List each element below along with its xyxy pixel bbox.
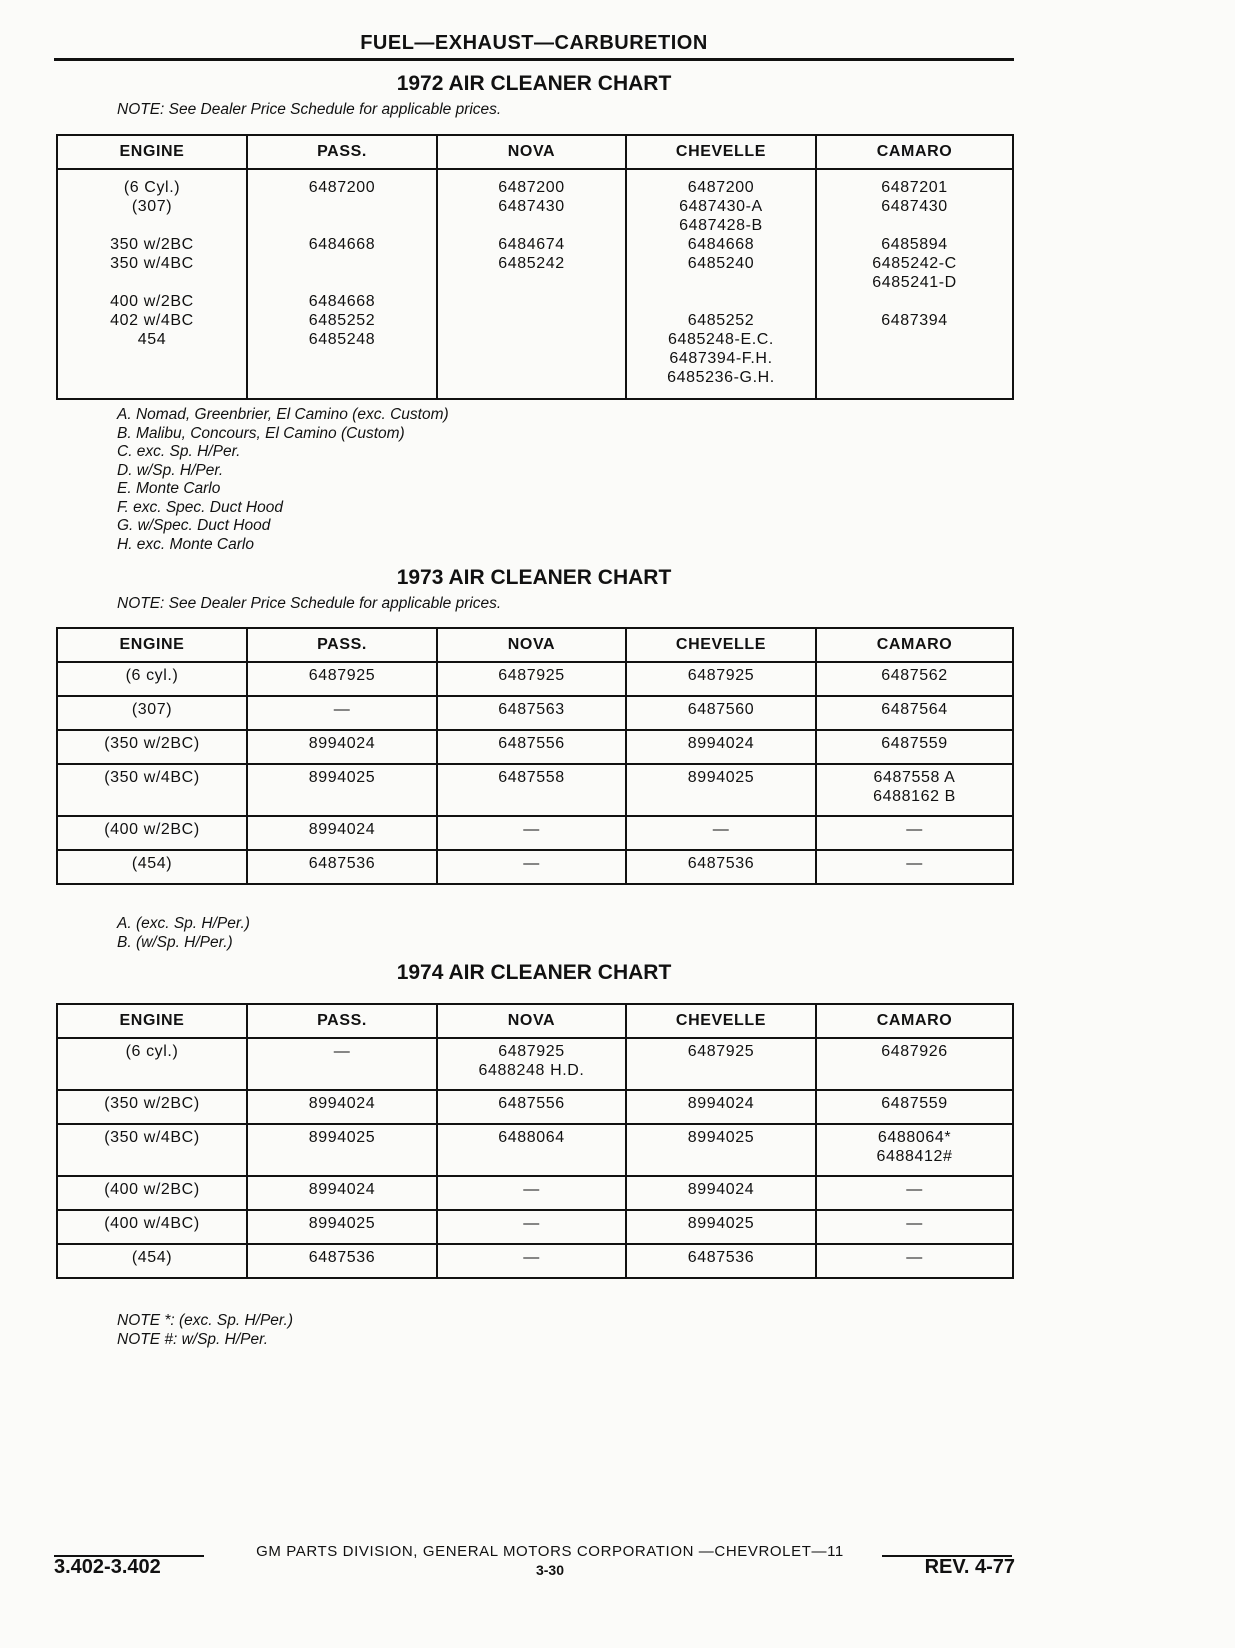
table-cell: 8994024	[247, 730, 437, 764]
table-cell: 6487536	[626, 850, 816, 884]
cell-line: 350 w/4BC	[110, 255, 194, 272]
cell-line	[442, 292, 621, 311]
note-1973: NOTE: See Dealer Price Schedule for applicable prices.	[117, 595, 502, 612]
cell-line	[821, 349, 1008, 368]
footnote: B. (w/Sp. H/Per.)	[117, 933, 233, 951]
table-cell: 8994024	[626, 1176, 816, 1210]
table-cell: —	[626, 816, 816, 850]
table-cell: 6487556	[437, 1090, 626, 1124]
cell-line	[252, 216, 432, 235]
table-cell: 8994024	[247, 816, 437, 850]
table-cell: 6487564	[816, 696, 1013, 730]
column-header: ENGINE	[57, 135, 247, 169]
cell-line: 6485236-G.H.	[667, 369, 775, 386]
column-header: CAMARO	[816, 135, 1013, 169]
cell-line: 6485241-D	[872, 274, 957, 291]
cell-line	[631, 292, 811, 311]
table-cell: 6487925	[437, 662, 626, 696]
table-cell: —	[816, 1210, 1013, 1244]
table-cell: —	[437, 1176, 626, 1210]
table-column-cell	[626, 169, 816, 399]
table-cell: 6487925 6488248 H.D.	[437, 1038, 626, 1090]
cell-line	[62, 368, 242, 387]
table-cell: 8994025	[626, 1124, 816, 1176]
air-cleaner-table-1972	[56, 134, 1014, 400]
table-cell: 6487563	[437, 696, 626, 730]
cell-line: 6487200	[308, 179, 376, 196]
table-cell: (400 w/4BC)	[57, 1210, 247, 1244]
table-row	[57, 1090, 1013, 1124]
footnote: NOTE *: (exc. Sp. H/Per.)	[117, 1312, 293, 1329]
cell-line: 6487430	[498, 198, 565, 215]
table-cell: (400 w/2BC)	[57, 816, 247, 850]
cell-line	[631, 273, 811, 292]
chart-title-1973: 1973 AIR CLEANER CHART	[396, 566, 672, 589]
cell-line: 6487430	[881, 198, 948, 215]
table-cell: 8994024	[626, 730, 816, 764]
table-cell: 6487925	[626, 662, 816, 696]
table-row	[57, 1038, 1013, 1090]
cell-line: 6484668	[308, 236, 376, 253]
table-cell: (307)	[57, 696, 247, 730]
cell-line	[442, 273, 621, 292]
cell-line: 6487200	[687, 179, 755, 196]
cell-line: 350 w/2BC	[110, 236, 194, 253]
footnotes-1973	[117, 915, 250, 952]
table-cell: 8994025	[247, 1124, 437, 1176]
cell-line: (6 Cyl.)	[123, 179, 181, 196]
column-header: CHEVELLE	[626, 135, 816, 169]
note-1972: NOTE: See Dealer Price Schedule for applicable prices.	[117, 101, 502, 118]
table-cell: —	[437, 816, 626, 850]
table-cell: —	[437, 1210, 626, 1244]
column-header: PASS.	[247, 628, 437, 662]
cell-line: 6485240	[687, 255, 755, 272]
table-cell: (350 w/4BC)	[57, 1124, 247, 1176]
column-header: NOVA	[437, 135, 626, 169]
cell-line	[252, 273, 432, 292]
table-row	[57, 816, 1013, 850]
column-header: CHEVELLE	[626, 1004, 816, 1038]
cell-line	[821, 330, 1008, 349]
table-cell: —	[816, 1244, 1013, 1278]
cell-line: 6485242	[498, 255, 565, 272]
cell-line	[821, 368, 1008, 387]
cell-line: 6484674	[498, 236, 565, 253]
cell-line: 6485248	[308, 331, 376, 348]
table-cell: 6487926	[816, 1038, 1013, 1090]
table-row	[57, 764, 1013, 816]
table-cell: 8994025	[626, 764, 816, 816]
cell-line	[252, 349, 432, 368]
footnotes-1974	[117, 1312, 293, 1349]
table-row	[57, 1210, 1013, 1244]
cell-line: 6487430-A	[679, 198, 763, 215]
footnote: NOTE #: w/Sp. H/Per.	[117, 1330, 269, 1348]
section-title: FUEL—EXHAUST—CARBURETION	[360, 32, 708, 54]
table-cell: 6487562	[816, 662, 1013, 696]
table-cell: (454)	[57, 850, 247, 884]
cell-line	[62, 216, 242, 235]
table-cell: 6487925	[247, 662, 437, 696]
table-row	[57, 662, 1013, 696]
cell-line	[821, 292, 1008, 311]
cell-line	[252, 368, 432, 387]
footer-section-number: 3.402-3.402	[54, 1556, 161, 1578]
cell-line: 6485242-C	[872, 255, 957, 272]
table-cell: —	[816, 1176, 1013, 1210]
footnote: A. Nomad, Greenbrier, El Camino (exc. Custom)	[117, 406, 449, 423]
table-cell: 8994024	[247, 1090, 437, 1124]
table-cell: (350 w/2BC)	[57, 1090, 247, 1124]
table-cell: 6488064	[437, 1124, 626, 1176]
table-cell: 8994025	[247, 1210, 437, 1244]
cell-line	[821, 216, 1008, 235]
cell-line: 6485252	[687, 312, 755, 329]
column-header: NOVA	[437, 1004, 626, 1038]
table-cell: —	[247, 696, 437, 730]
footnote: E. Monte Carlo	[117, 480, 221, 497]
cell-line	[62, 273, 242, 292]
footnote: C. exc. Sp. H/Per.	[117, 443, 241, 460]
chart-title-1972: 1972 AIR CLEANER CHART	[396, 72, 672, 95]
table-cell: 6487558	[437, 764, 626, 816]
table-cell: 6487536	[247, 1244, 437, 1278]
footnote: B. Malibu, Concours, El Camino (Custom)	[117, 424, 405, 442]
table-column-cell	[437, 169, 626, 399]
column-header: ENGINE	[57, 1004, 247, 1038]
column-header: PASS.	[247, 1004, 437, 1038]
column-header: CAMARO	[816, 628, 1013, 662]
table-cell: (6 cyl.)	[57, 1038, 247, 1090]
cell-line: 6487394	[881, 312, 948, 329]
table-cell: 8994025	[247, 764, 437, 816]
cell-line: 6484668	[687, 236, 755, 253]
cell-line: 6487428-B	[679, 217, 763, 234]
footnote: H. exc. Monte Carlo	[117, 535, 254, 553]
footnote: D. w/Sp. H/Per.	[117, 461, 224, 479]
table-row	[57, 1244, 1013, 1278]
table-cell: —	[247, 1038, 437, 1090]
cell-line: 6485248-E.C.	[668, 331, 774, 348]
table-cell: 8994024	[626, 1090, 816, 1124]
table-cell: (454)	[57, 1244, 247, 1278]
cell-line	[252, 254, 432, 273]
cell-line	[62, 349, 242, 368]
table-row	[57, 696, 1013, 730]
column-header: CAMARO	[816, 1004, 1013, 1038]
table-cell: —	[437, 850, 626, 884]
chart-title-1974: 1974 AIR CLEANER CHART	[396, 961, 672, 984]
cell-line	[252, 197, 432, 216]
table-cell: 6487556	[437, 730, 626, 764]
cell-line: (307)	[131, 198, 173, 215]
table-cell: 6487560	[626, 696, 816, 730]
footnote: G. w/Spec. Duct Hood	[117, 517, 271, 534]
table-cell: 6488064* 6488412#	[816, 1124, 1013, 1176]
table-cell: 6487558 A 6488162 B	[816, 764, 1013, 816]
table-row	[57, 850, 1013, 884]
table-cell: (350 w/2BC)	[57, 730, 247, 764]
table-column-cell	[247, 169, 437, 399]
table-cell: 6487925	[626, 1038, 816, 1090]
cell-line: 454	[137, 331, 167, 348]
table-row	[57, 1124, 1013, 1176]
table-column-cell	[816, 169, 1013, 399]
column-header: ENGINE	[57, 628, 247, 662]
cell-line	[442, 311, 621, 330]
table-cell: 6487559	[816, 730, 1013, 764]
footer-revision: REV. 4-77	[924, 1556, 1015, 1578]
table-cell: 6487536	[626, 1244, 816, 1278]
table-cell: —	[816, 850, 1013, 884]
table-cell: 6487536	[247, 850, 437, 884]
footnote: A. (exc. Sp. H/Per.)	[117, 915, 250, 932]
table-cell: (350 w/4BC)	[57, 764, 247, 816]
column-header: PASS.	[247, 135, 437, 169]
footer-page-number: 3-30	[535, 1562, 565, 1578]
cell-line: 6487394-F.H.	[669, 350, 773, 367]
table-row	[57, 1176, 1013, 1210]
air-cleaner-table-1974	[56, 1003, 1014, 1279]
footer-publisher: GM PARTS DIVISION, GENERAL MOTORS CORPORATION —CHEVROLET—11	[256, 1543, 844, 1560]
cell-line: 400 w/2BC	[110, 293, 194, 310]
table-cell: (400 w/2BC)	[57, 1176, 247, 1210]
cell-line	[442, 349, 621, 368]
cell-line: 6485252	[308, 312, 376, 329]
cell-line: 6484668	[308, 293, 376, 310]
cell-line: 6487200	[498, 179, 565, 196]
table-row	[57, 730, 1013, 764]
table-cell: 8994025	[626, 1210, 816, 1244]
table-cell: 8994024	[247, 1176, 437, 1210]
cell-line	[442, 368, 621, 387]
footnotes-1972	[117, 406, 449, 554]
table-cell: (6 cyl.)	[57, 662, 247, 696]
table-column-cell	[57, 169, 247, 399]
cell-line: 402 w/4BC	[110, 312, 194, 329]
cell-line: 6485894	[881, 236, 948, 253]
cell-line: 6487201	[881, 179, 948, 196]
footnote: F. exc. Spec. Duct Hood	[117, 498, 283, 516]
section-divider	[54, 58, 1014, 61]
column-header: NOVA	[437, 628, 626, 662]
cell-line	[442, 216, 621, 235]
air-cleaner-table-1973	[56, 627, 1014, 885]
table-cell: —	[437, 1244, 626, 1278]
column-header: CHEVELLE	[626, 628, 816, 662]
table-cell: —	[816, 816, 1013, 850]
table-cell: 6487559	[816, 1090, 1013, 1124]
cell-line	[442, 330, 621, 349]
